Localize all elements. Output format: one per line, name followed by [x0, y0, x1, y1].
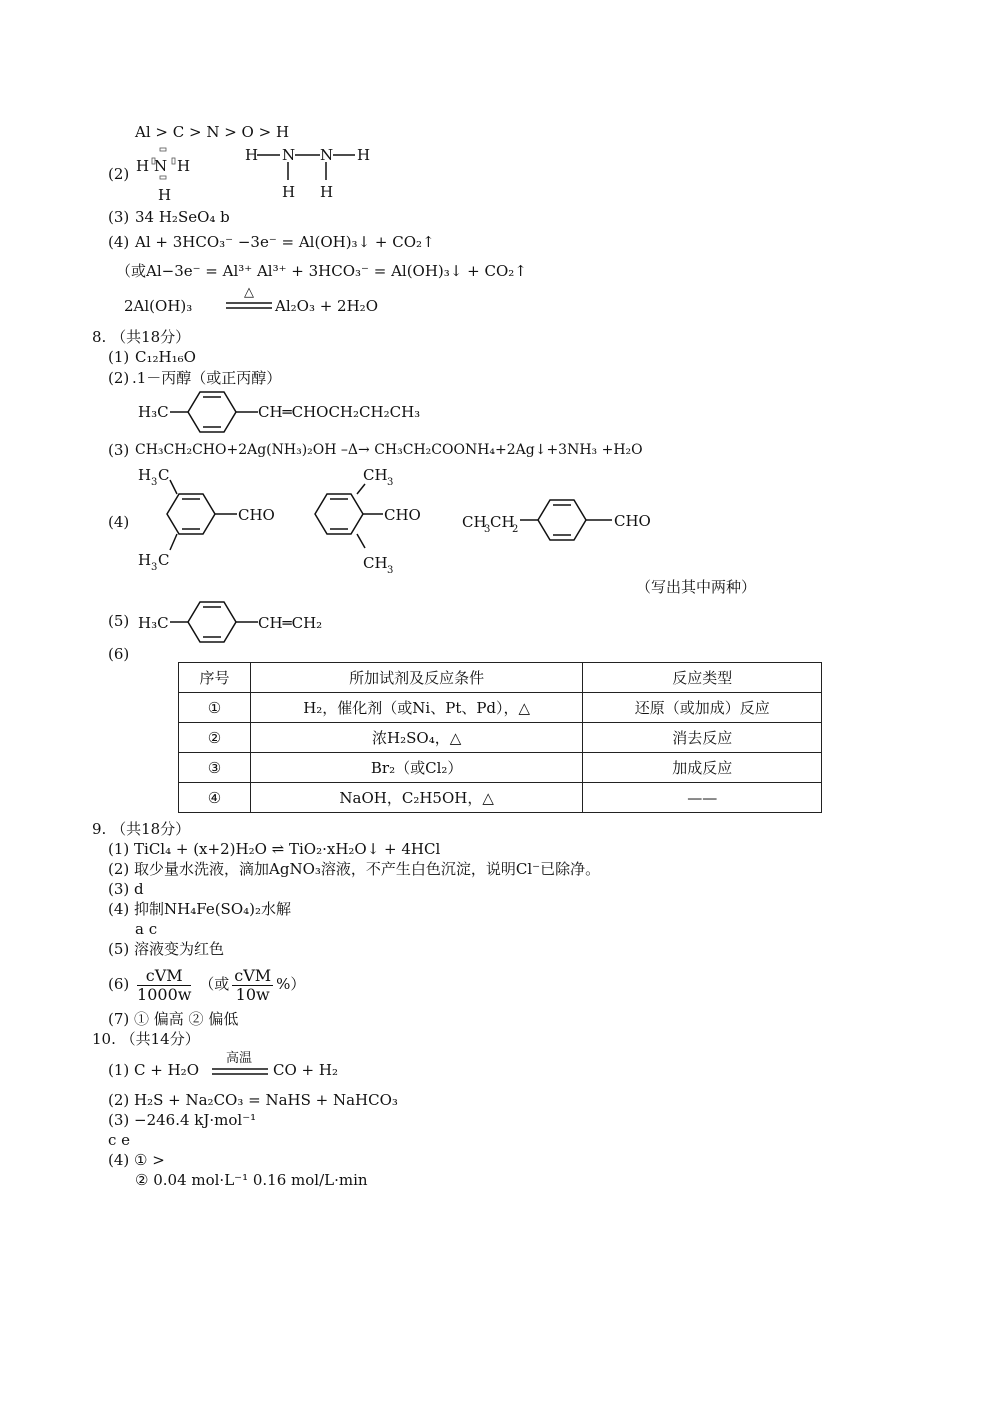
svg-text:3: 3 [484, 524, 491, 535]
svg-text:CH: CH [462, 513, 487, 531]
hydrazine-h-left: H [245, 146, 259, 164]
table-cell: 消去反应 [583, 723, 822, 753]
q7-p4-eq1: Al + 3HCO₃⁻ −3e⁻ = Al(OH)₃↓ + CO₂↑ [135, 233, 435, 251]
table-cell: ③ [179, 753, 251, 783]
benzene-ring-p2 [170, 388, 265, 438]
q8-p4-label: (4) [108, 513, 130, 531]
svg-text:H: H [138, 551, 152, 569]
q8-p2-label: (2) [108, 369, 130, 387]
svg-text:CH: CH [363, 554, 388, 572]
hydrazine-structure [240, 140, 380, 205]
table-row [179, 693, 822, 723]
q8-p2-formula-right: CH═CHOCH₂CH₂CH₃ [258, 403, 421, 421]
hydrazine-h-right: H [357, 146, 371, 164]
svg-text:3: 3 [151, 562, 158, 573]
q8-p5-right: CH═CH₂ [258, 614, 323, 632]
table-row [179, 723, 822, 753]
q7-p4-eq2: （或Al−3e⁻ = Al³⁺ Al³⁺ + 3HCO₃⁻ = Al(OH)₃↓ + CO₂↑ [116, 262, 527, 280]
table-cell: ① [179, 693, 251, 723]
svg-text:H: H [320, 183, 334, 201]
q10-p1-left: (1) C + H₂O [108, 1061, 199, 1079]
svg-text:3: 3 [387, 477, 394, 488]
svg-text:H: H [282, 183, 296, 201]
svg-text:C: C [158, 466, 170, 484]
table-cell: NaOH，C₂H5OH，△ [250, 783, 583, 813]
q10-p1-cond: 高温 [225, 1051, 252, 1066]
q7-p4-eq3-left: 2Al(OH)₃ [124, 297, 193, 315]
table-cell: 还原（或加成）反应 [583, 693, 822, 723]
svg-text:N: N [154, 157, 168, 175]
q8-p1-label: (1) [108, 348, 130, 366]
reaction-table [178, 662, 822, 813]
table-row [179, 783, 822, 813]
table-row [179, 753, 822, 783]
q8-p5-label: (5) [108, 612, 130, 630]
table-cell: ② [179, 723, 251, 753]
q7-p3-label: (3) [108, 208, 130, 226]
q9-p4: (4) 抑制NH₄Fe(SO₄)₂水解 [108, 900, 292, 918]
fraction-1-denominator: 1000w [137, 984, 192, 1004]
svg-text:H: H [158, 186, 172, 204]
q10-p1-right: CO + H₂ [273, 1061, 338, 1079]
q9-p6 [108, 962, 305, 1006]
q9-head: 9. （共18分） [92, 820, 191, 838]
fraction-2 [232, 967, 273, 1004]
dimethylbenzaldehyde-35 [135, 462, 285, 577]
q8-p2-formula-left: H₃C [138, 403, 169, 421]
q10-p4b: ② 0.04 mol·L⁻¹ 0.16 mol/L·min [135, 1171, 368, 1189]
q9-p1: (1) TiCl₄ + (x+2)H₂O ⇌ TiO₂·xH₂O↓ + 4HCl [108, 840, 441, 858]
table-header-row [179, 663, 822, 693]
table-cell: Br₂（或Cl₂） [250, 753, 583, 783]
q7-p3-text: 34 H₂SeO₄ b [135, 208, 230, 226]
svg-text:H: H [177, 157, 191, 175]
equation-double-line [224, 300, 274, 312]
svg-text:3: 3 [151, 477, 158, 488]
fraction-1-numerator: cVM [137, 967, 191, 986]
svg-text:3: 3 [387, 565, 394, 576]
table-header: 反应类型 [583, 663, 822, 693]
svg-text:CH: CH [363, 466, 388, 484]
q8-p5-left: H₃C [138, 614, 169, 632]
svg-text:CHO: CHO [384, 506, 421, 524]
table-cell: 浓H₂SO₄，△ [250, 723, 583, 753]
svg-text:N: N [282, 146, 296, 164]
q10-p4: (4) ① > [108, 1151, 165, 1169]
table-cell: 加成反应 [583, 753, 822, 783]
q9-p5: (5) 溶液变为红色 [108, 940, 225, 958]
q7-p4-eq3-cond: △ [244, 285, 254, 300]
q9-p3: (3) d [108, 880, 144, 898]
q10-p3b: c e [108, 1131, 131, 1149]
q8-p2-text: .1－丙醇（或正丙醇） [132, 369, 282, 387]
svg-text:H: H [136, 157, 150, 175]
q7-p4-eq3-right: Al₂O₃ + 2H₂O [275, 297, 378, 315]
benzene-ring-p5 [170, 598, 265, 648]
q8-p3-label: (3) [108, 441, 130, 459]
q9-p6-tail: %） [276, 975, 306, 993]
q9-p6-or: （或 [199, 975, 230, 993]
table-header: 序号 [179, 663, 251, 693]
equation-double-line [210, 1066, 270, 1078]
svg-text:C: C [158, 551, 170, 569]
q10-p3: (3) −246.4 kJ·mol⁻¹ [108, 1111, 257, 1129]
fraction-2-denominator: 10w [235, 984, 270, 1004]
ethylbenzaldehyde [460, 490, 660, 550]
table-cell: ④ [179, 783, 251, 813]
q9-p2: (2) 取少量水洗液，滴加AgNO₃溶液，不产生白色沉淀，说明Cl⁻已除净。 [108, 860, 601, 878]
table-cell: —— [583, 783, 822, 813]
svg-text:CHO: CHO [614, 512, 651, 530]
q9-p6-label: (6) [108, 975, 130, 993]
svg-text:2: 2 [512, 524, 519, 535]
table-cell: H₂，催化剂（或Ni、Pt、Pd），△ [250, 693, 583, 723]
svg-text:N: N [320, 146, 334, 164]
q8-p1-text: C₁₂H₁₆O [135, 348, 196, 366]
q9-p7: (7) ① 偏高 ② 偏低 [108, 1010, 239, 1028]
svg-text:CH: CH [490, 513, 515, 531]
table-header: 所加试剂及反应条件 [250, 663, 583, 693]
q7-line1: Al > C > N > O > H [135, 123, 290, 141]
q8-p6-label: (6) [108, 645, 130, 663]
q10-p2: (2) H₂S + Na₂CO₃ = NaHS + NaHCO₃ [108, 1091, 398, 1109]
fraction-2-numerator: cVM [234, 965, 272, 985]
svg-text:H: H [138, 466, 152, 484]
svg-text:CHO: CHO [238, 506, 275, 524]
q7-p4-label: (4) [108, 233, 130, 251]
q9-p4b: a c [135, 920, 158, 938]
fraction-1 [137, 967, 191, 1004]
q8-p3-text: CH₃CH₂CHO+2Ag(NH₃)₂OH –Δ→ CH₃CH₂COONH₄+2Ag↓+3NH₃ +H₂O [135, 442, 643, 458]
q7-p2-label: (2) [108, 165, 130, 183]
q8-p4-note: （写出其中两种） [636, 578, 757, 596]
dimethylbenzaldehyde-26 [305, 462, 435, 577]
q8-head: 8. （共18分） [92, 328, 191, 346]
q10-head: 10. （共14分） [92, 1030, 200, 1048]
amine-electron-structure [130, 140, 210, 210]
